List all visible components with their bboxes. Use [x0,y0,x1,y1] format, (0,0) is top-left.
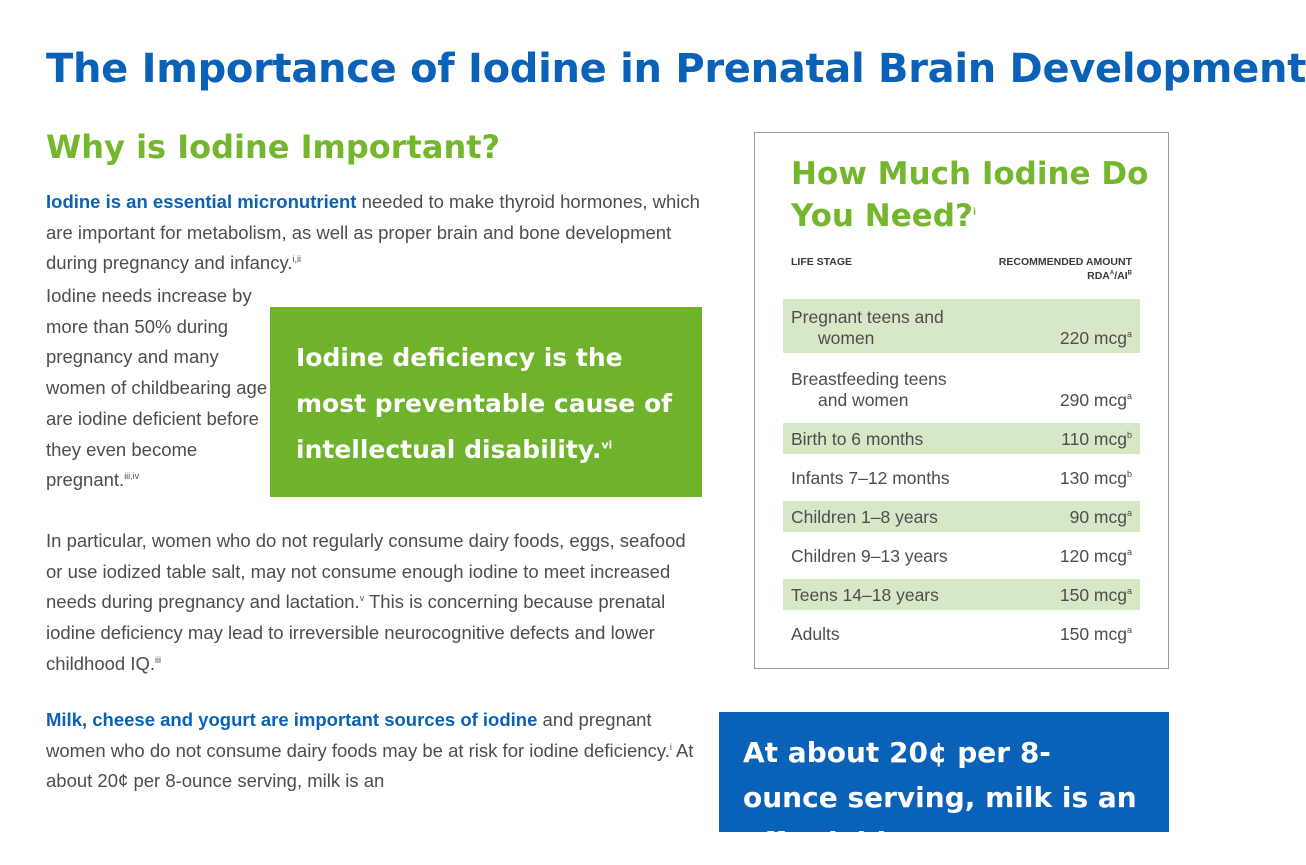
callout-text: Iodine deficiency is the most preventable cause of intellectual disability. [296,343,673,464]
table-row [783,299,1140,353]
row-gap [783,532,1140,540]
panel-title-ref: i [972,207,977,218]
table-row [783,579,1140,610]
recommended-amount [1061,429,1132,450]
table-row [783,462,1140,493]
amount-value: 130 mcg [1059,468,1127,488]
diet-text-1: In particular, women who do not regularly consume dairy foods, eggs, seafood or use iodized table salt, may not consume enough iodine to meet increased needs during pregnancy and lactation. [46,530,686,613]
table-row [783,501,1140,532]
amount-footnote: b [1126,469,1132,480]
deficiency-callout [270,307,702,497]
section-heading: Why is Iodine Important? [46,128,501,166]
recommended-amount [1060,468,1132,489]
amount-value: 150 mcg [1059,585,1127,605]
life-stage-label [791,468,950,489]
life-stage-line1: Pregnant teens and [791,307,944,327]
panel-title [791,153,1168,237]
dairy-paragraph [46,705,706,797]
iodine-needs-panel [754,132,1169,669]
amount-value: 120 mcg [1059,546,1127,566]
life-stage-label [791,624,840,645]
table-row [783,361,1140,415]
dairy-bold: Milk, cheese and yogurt are important sources of iodine [46,709,538,730]
amount-footnote: a [1126,508,1132,519]
life-stage-line1: Birth to 6 months [791,429,924,449]
diet-ref-1: v [359,593,365,604]
row-gap [783,415,1140,423]
diet-paragraph [46,526,706,680]
diet-ref-2: iii [155,654,162,665]
col-life-stage: LIFE STAGE [791,256,853,268]
dairy-ref: i [669,741,672,752]
life-stage-line1: Children 9–13 years [791,546,948,566]
life-stage-label [791,429,923,450]
life-stage-line1: Children 1–8 years [791,507,938,527]
life-stage-line1: Infants 7–12 months [791,468,950,488]
needs-ref: iii,iv [124,471,140,482]
intro-paragraph [46,187,706,279]
life-stage-label [791,507,938,528]
intro-bold: Iodine is an essential micronutrient [46,191,357,212]
life-stage-label [791,307,944,349]
amount-value: 90 mcg [1069,507,1127,527]
row-gap [783,610,1140,618]
col-recommended-line2 [999,269,1132,283]
life-stage-label [791,546,948,567]
col-recommended-amount [999,255,1132,283]
recommended-amount [1060,390,1132,411]
col-rda-sup: A [1109,270,1115,277]
amount-footnote: a [1126,329,1132,340]
amount-value: 220 mcg [1059,328,1127,348]
callout-ref: vi [601,438,613,452]
recommended-amount [1060,624,1132,645]
dairy-text-2: At about 20¢ per 8-ounce serving, milk is an [46,739,694,792]
table-row [783,618,1140,649]
row-gap [783,649,1140,657]
amount-footnote: a [1126,586,1132,597]
table-row [783,423,1140,454]
row-gap [783,493,1140,501]
recommended-amount [1070,507,1132,528]
amount-value: 110 mcg [1061,429,1127,449]
life-stage-line1: Breastfeeding teens [791,369,947,389]
recommended-amount [1060,328,1132,349]
amount-value: 290 mcg [1059,390,1127,410]
recommended-amount [1060,546,1132,567]
amount-footnote: a [1126,391,1132,402]
row-gap [783,571,1140,579]
col-ai: /AI [1114,270,1128,282]
life-stage-line1: Teens 14–18 years [791,585,939,605]
diet-text-2: This is concerning because prenatal iodine deficiency may lead to irreversible neurocognitive defects and lower childhood IQ. [46,591,666,674]
col-ai-sup: B [1127,270,1132,277]
life-stage-label [791,585,939,606]
amount-footnote: b [1126,430,1132,441]
panel-title-text: How Much Iodine Do You Need? [791,156,1149,234]
life-stage-line1: Adults [791,624,840,644]
amount-value: 150 mcg [1059,624,1127,644]
intro-ref: i,ii [292,254,301,265]
col-rda: RDA [1087,270,1110,282]
milk-cost-box: At about 20¢ per 8-ounce serving, milk is an affordable [719,712,1169,832]
row-gap [783,353,1140,361]
life-stage-label [791,369,947,411]
iodine-table [783,299,1140,657]
needs-paragraph [46,281,276,496]
row-gap [783,454,1140,462]
page-title: The Importance of Iodine in Prenatal Brain Development [46,46,1306,92]
life-stage-line2: women [818,328,875,348]
intro-text: needed to make thyroid hormones, which are important for metabolism, as well as proper brain and bone development during pregnancy and infancy. [46,191,700,274]
table-row [783,540,1140,571]
life-stage-line2: and women [818,390,909,410]
dairy-text-1: and pregnant women who do not consume dairy foods may be at risk for iodine deficiency. [46,709,670,761]
amount-footnote: a [1126,547,1132,558]
col-recommended-line1: RECOMMENDED AMOUNT [998,256,1132,268]
needs-text: Iodine needs increase by more than 50% during pregnancy and many women of childbearing age are iodine deficient before they even become pregnant. [46,285,268,491]
recommended-amount [1060,585,1132,606]
amount-footnote: a [1126,625,1132,636]
